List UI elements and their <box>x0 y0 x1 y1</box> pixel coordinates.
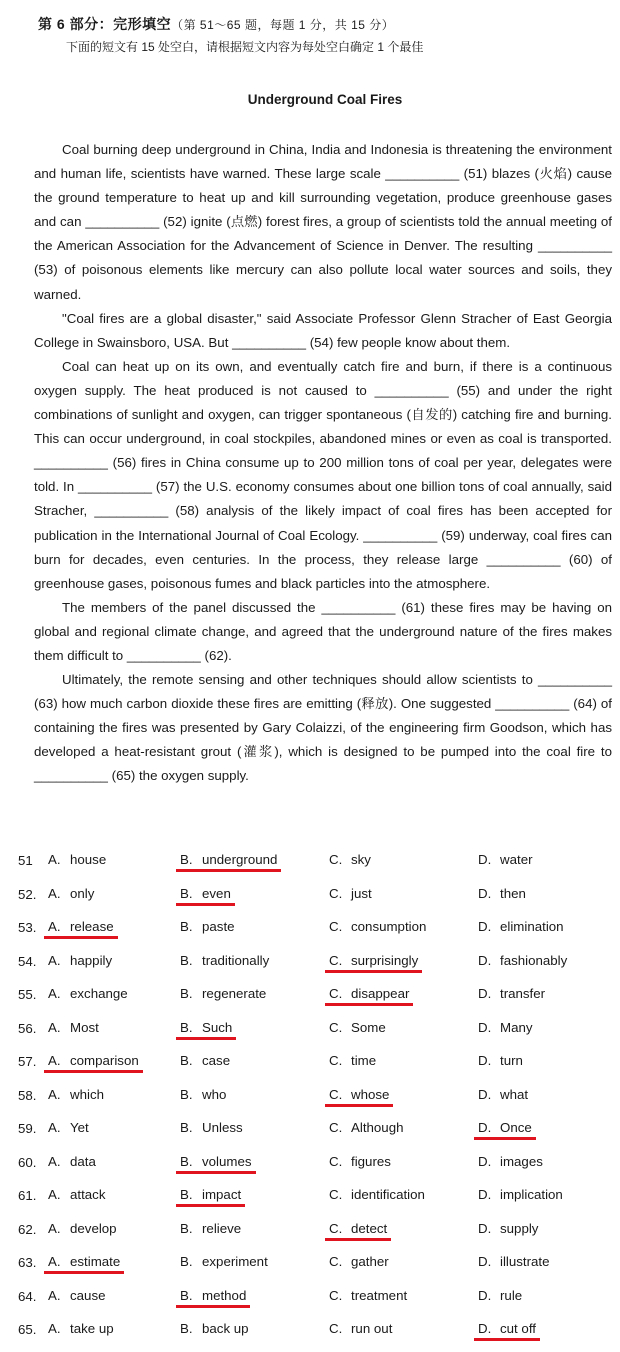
option-text: volumes <box>202 1153 252 1169</box>
option-text: even <box>202 885 231 901</box>
option-letter: D. <box>478 1086 492 1102</box>
option-text: relieve <box>202 1220 242 1236</box>
question-number: 59. <box>18 1121 37 1136</box>
option-letter: A. <box>48 1019 61 1035</box>
option-letter: C. <box>329 852 343 867</box>
option-text: underground <box>202 852 278 867</box>
option-letter: C. <box>329 1019 343 1035</box>
paragraph-4: The members of the panel discussed the __________ (61) these fires may be having on global and regional climate change, and agreed that the underground nature of the fires makes them difficult to __________ (62). <box>34 599 612 663</box>
option-d[interactable] <box>474 1087 532 1104</box>
option-d-selected[interactable] <box>474 1120 536 1140</box>
option-b[interactable] <box>176 1053 234 1070</box>
option-text: surprisingly <box>351 952 419 968</box>
question-number: 63. <box>18 1255 37 1270</box>
option-letter: A. <box>48 852 61 867</box>
option-letter: D. <box>478 1220 492 1236</box>
option-letter: B. <box>180 1053 193 1068</box>
option-a[interactable] <box>44 1187 109 1204</box>
option-letter: B. <box>180 885 193 901</box>
option-text: Most <box>70 1019 99 1035</box>
option-text: take up <box>70 1321 114 1336</box>
option-text: Once <box>500 1120 532 1135</box>
option-d[interactable] <box>474 1053 527 1070</box>
paragraph-1: Coal burning deep underground in China, India and Indonesia is threatening the environment and human life, scientists have warned. These large scale __________ (51) blazes (火焰) cause the ground temperature to heat up and kill surrounding vegetation, produce greenhouse gases and can __________ (52) ignite (点燃) forest fires, a group of scientists told the annual meeting of the American Association for the Advancement of Science in Denver. The resulting __________ (53) of poisonous elements like mercury can also pollute local water sources and soils, they warned. <box>34 142 612 302</box>
question-number: 62. <box>18 1221 37 1237</box>
option-text: elimination <box>500 919 564 934</box>
option-text: who <box>202 1086 227 1102</box>
question-row <box>0 1314 620 1348</box>
option-text: Although <box>351 1120 404 1135</box>
option-b-selected[interactable] <box>176 886 235 906</box>
option-text: disappear <box>351 986 410 1001</box>
option-text: comparison <box>70 1053 139 1068</box>
option-letter: C. <box>329 1287 343 1303</box>
option-letter: D. <box>478 885 492 901</box>
question-number: 60. <box>18 1154 37 1170</box>
option-a[interactable] <box>44 1087 108 1104</box>
passage <box>34 138 612 789</box>
section-header <box>38 14 608 55</box>
option-text: water <box>500 852 533 867</box>
option-letter: D. <box>478 1120 492 1135</box>
option-a-selected[interactable] <box>44 919 118 939</box>
option-letter: D. <box>478 1153 492 1169</box>
option-letter: D. <box>478 952 492 968</box>
option-letter: A. <box>48 1153 61 1169</box>
option-a[interactable] <box>44 986 132 1003</box>
option-text: identification <box>351 1187 425 1202</box>
option-a[interactable] <box>44 953 116 970</box>
option-d[interactable] <box>474 986 549 1003</box>
option-a[interactable] <box>44 852 110 869</box>
option-text: house <box>70 852 107 867</box>
option-letter: C. <box>329 1187 343 1202</box>
option-letter: A. <box>48 885 61 901</box>
question-number: 51 <box>18 853 33 868</box>
question-number: 64. <box>18 1288 37 1304</box>
option-a[interactable] <box>44 1120 93 1137</box>
question-row <box>0 1147 620 1181</box>
option-letter: B. <box>180 1287 193 1303</box>
option-letter: C. <box>329 1086 343 1102</box>
option-text: impact <box>202 1187 242 1202</box>
option-letter: C. <box>329 1120 343 1135</box>
option-b-selected[interactable] <box>176 1154 256 1174</box>
option-text: method <box>202 1287 247 1303</box>
option-c[interactable] <box>325 919 430 936</box>
option-a[interactable] <box>44 1154 100 1171</box>
option-letter: A. <box>48 1120 61 1135</box>
option-text: just <box>351 885 372 901</box>
option-d[interactable] <box>474 1187 567 1204</box>
option-text: fashionably <box>500 952 568 968</box>
option-text: case <box>202 1053 231 1068</box>
question-number: 53. <box>18 920 37 935</box>
option-text: transfer <box>500 986 546 1001</box>
option-d[interactable] <box>474 1288 526 1305</box>
option-text: supply <box>500 1220 539 1236</box>
option-text: cause <box>70 1287 106 1303</box>
option-letter: D. <box>478 1254 492 1269</box>
option-text: develop <box>70 1220 117 1236</box>
option-a-selected[interactable] <box>44 1053 143 1073</box>
question-number: 65. <box>18 1322 37 1337</box>
option-c[interactable] <box>325 1053 380 1070</box>
question-row <box>0 979 620 1013</box>
option-a[interactable] <box>44 1321 118 1338</box>
option-text: attack <box>70 1187 106 1202</box>
option-text: illustrate <box>500 1254 550 1269</box>
option-d[interactable] <box>474 1254 554 1271</box>
option-text: data <box>70 1153 96 1169</box>
option-d[interactable] <box>474 919 568 936</box>
option-b[interactable] <box>176 1321 253 1338</box>
option-letter: C. <box>329 885 343 901</box>
option-letter: D. <box>478 1321 492 1336</box>
option-b[interactable] <box>176 1087 230 1104</box>
paragraph-3: Coal can heat up on its own, and eventually catch fire and burn, if there is a continuous oxygen supply. The heat produced is not caused to __________ (55) and under the right combinations of sunlight and oxygen, can trigger spontaneous (自发的) catching fire and burning. This can occur underground, in coal stockpiles, abandoned mines or even as coal is transported. __________ (56) fires in China consume up to 200 million tons of coal per year, delegates were told. In __________ (57) the U.S. economy consumes about one billion tons of coal annually, said Stracher, __________ (58) analysis of the likely impact of coal fires has been accepted for publication in the International Journal of Coal Ecology. __________ (59) underway, coal fires can burn for decades, even centuries. In the process, they release large __________ (60) of greenhouse gases, poisonous fumes and black particles into the atmosphere. <box>34 358 612 591</box>
option-text: treatment <box>351 1287 408 1303</box>
option-c-selected[interactable] <box>325 1087 393 1107</box>
option-text: detect <box>351 1220 388 1236</box>
option-letter: A. <box>48 1254 61 1269</box>
option-text: exchange <box>70 986 128 1001</box>
option-text: turn <box>500 1053 523 1068</box>
question-number: 56. <box>18 1020 37 1036</box>
option-letter: A. <box>48 1321 61 1336</box>
option-text: then <box>500 885 526 901</box>
question-number: 55. <box>18 987 37 1002</box>
option-text: Some <box>351 1019 386 1035</box>
option-letter: D. <box>478 852 492 867</box>
option-c[interactable] <box>325 1254 393 1271</box>
option-a[interactable] <box>44 886 98 903</box>
option-letter: B. <box>180 1153 193 1169</box>
option-letter: C. <box>329 1220 343 1236</box>
option-c-selected[interactable] <box>325 953 422 973</box>
option-text: Such <box>202 1019 233 1035</box>
option-c[interactable] <box>325 1120 408 1137</box>
option-text: what <box>500 1086 529 1102</box>
option-text: Unless <box>202 1120 243 1135</box>
option-text: back up <box>202 1321 249 1336</box>
option-b[interactable] <box>176 986 270 1003</box>
option-a[interactable] <box>44 1020 103 1037</box>
option-letter: C. <box>329 986 343 1001</box>
paragraph-5: Ultimately, the remote sensing and other techniques should allow scientists to __________ (63) how much carbon dioxide these fires are emitting (释放). One suggested __________ (64) of containing the fires was presented by Gary Colaizzi, of the engineering firm Goodson, which has developed a heat-resistant grout (灌浆), which is designed to be pumped into the coal fire to __________ (65) the oxygen supply. <box>34 672 612 784</box>
option-b-selected[interactable] <box>176 1187 245 1207</box>
option-letter: B. <box>180 986 193 1001</box>
question-row <box>0 946 620 980</box>
option-text: Yet <box>70 1120 89 1135</box>
option-letter: D. <box>478 986 492 1001</box>
option-d[interactable] <box>474 886 530 903</box>
option-text: images <box>500 1153 543 1169</box>
option-letter: A. <box>48 1220 61 1236</box>
option-letter: D. <box>478 1019 492 1035</box>
option-letter: B. <box>180 919 193 934</box>
option-letter: C. <box>329 919 343 934</box>
option-letter: B. <box>180 1187 193 1202</box>
option-letter: A. <box>48 919 61 934</box>
option-text: paste <box>202 919 235 934</box>
option-b[interactable] <box>176 1120 247 1137</box>
option-d[interactable] <box>474 1154 547 1171</box>
option-b[interactable] <box>176 1221 245 1238</box>
option-text: rule <box>500 1287 523 1303</box>
section-title <box>38 14 608 34</box>
question-number: 57. <box>18 1054 37 1069</box>
option-c[interactable] <box>325 1187 429 1204</box>
question-row <box>0 1113 620 1147</box>
question-row <box>0 879 620 913</box>
question-row <box>0 1080 620 1114</box>
option-letter: A. <box>48 1086 61 1102</box>
option-d[interactable] <box>474 1020 537 1037</box>
question-row <box>0 1214 620 1248</box>
option-letter: B. <box>180 1120 193 1135</box>
option-text: which <box>70 1086 104 1102</box>
option-c[interactable] <box>325 1321 396 1338</box>
option-d[interactable] <box>474 1221 542 1238</box>
option-letter: A. <box>48 1187 61 1202</box>
option-letter: B. <box>180 1254 193 1269</box>
question-row <box>0 1281 620 1315</box>
option-letter: A. <box>48 1287 61 1303</box>
section-title-sub: （第 51～65 题，每题 1 分，共 15 分） <box>171 18 395 32</box>
option-c-selected[interactable] <box>325 1221 391 1241</box>
option-text: estimate <box>70 1254 121 1269</box>
option-letter: C. <box>329 952 343 968</box>
option-text: cut off <box>500 1321 536 1336</box>
question-number: 54. <box>18 953 37 969</box>
option-text: consumption <box>351 919 427 934</box>
option-b-selected[interactable] <box>176 1288 250 1308</box>
passage-title: Underground Coal Fires <box>247 92 403 107</box>
option-a[interactable] <box>44 1221 121 1238</box>
option-letter: A. <box>48 1053 61 1068</box>
question-number: 58. <box>18 1087 37 1103</box>
question-row <box>0 1046 620 1080</box>
option-text: gather <box>351 1254 389 1269</box>
option-a[interactable] <box>44 1288 109 1305</box>
question-row <box>0 912 620 946</box>
option-letter: C. <box>329 1321 343 1336</box>
option-text: implication <box>500 1187 563 1202</box>
option-text: happily <box>70 952 113 968</box>
question-number: 61. <box>18 1188 37 1203</box>
option-letter: D. <box>478 1053 492 1068</box>
answer-options <box>0 845 620 1348</box>
option-b[interactable] <box>176 1254 272 1271</box>
option-text: release <box>70 919 114 934</box>
option-text: Many <box>500 1019 533 1035</box>
option-c[interactable] <box>325 852 375 869</box>
question-row <box>0 1180 620 1214</box>
option-text: figures <box>351 1153 391 1169</box>
option-text: experiment <box>202 1254 268 1269</box>
option-text: traditionally <box>202 952 270 968</box>
option-text: only <box>70 885 95 901</box>
option-a-selected[interactable] <box>44 1254 124 1274</box>
option-text: run out <box>351 1321 393 1336</box>
option-letter: A. <box>48 952 61 968</box>
option-letter: B. <box>180 1220 193 1236</box>
question-row <box>0 1013 620 1047</box>
option-b-selected[interactable] <box>176 1020 236 1040</box>
option-letter: B. <box>180 1019 193 1035</box>
option-letter: C. <box>329 1254 343 1269</box>
option-d[interactable] <box>474 852 537 869</box>
option-text: regenerate <box>202 986 267 1001</box>
option-letter: B. <box>180 952 193 968</box>
question-row <box>0 845 620 879</box>
option-c[interactable] <box>325 886 376 903</box>
option-d[interactable] <box>474 953 571 970</box>
option-b-selected[interactable] <box>176 852 281 872</box>
option-text: time <box>351 1053 377 1068</box>
option-letter: D. <box>478 1187 492 1202</box>
question-row <box>0 1247 620 1281</box>
instructions: 下面的短文有 15 处空白，请根据短文内容为每处空白确定 1 个最佳 <box>66 40 424 54</box>
option-c-selected[interactable] <box>325 986 413 1006</box>
option-letter: B. <box>180 1086 193 1102</box>
option-letter: A. <box>48 986 61 1001</box>
option-d-selected[interactable] <box>474 1321 540 1341</box>
option-text: sky <box>351 852 371 867</box>
option-letter: C. <box>329 1153 343 1169</box>
question-number: 52. <box>18 886 37 902</box>
option-c[interactable] <box>325 1154 395 1171</box>
option-letter: C. <box>329 1053 343 1068</box>
option-b[interactable] <box>176 953 273 970</box>
option-b[interactable] <box>176 919 239 936</box>
paragraph-2: "Coal fires are a global disaster," said Associate Professor Glenn Stracher of East Georgia College in Swainsboro, USA. But __________ (54) few people know about them. <box>34 310 612 350</box>
option-letter: B. <box>180 1321 193 1336</box>
option-letter: D. <box>478 1287 492 1303</box>
option-c[interactable] <box>325 1020 390 1037</box>
option-letter: B. <box>180 852 193 867</box>
option-c[interactable] <box>325 1288 411 1305</box>
section-title-main: 第 6 部分：完形填空 <box>38 16 172 32</box>
option-letter: D. <box>478 919 492 934</box>
option-text: whose <box>351 1086 390 1102</box>
